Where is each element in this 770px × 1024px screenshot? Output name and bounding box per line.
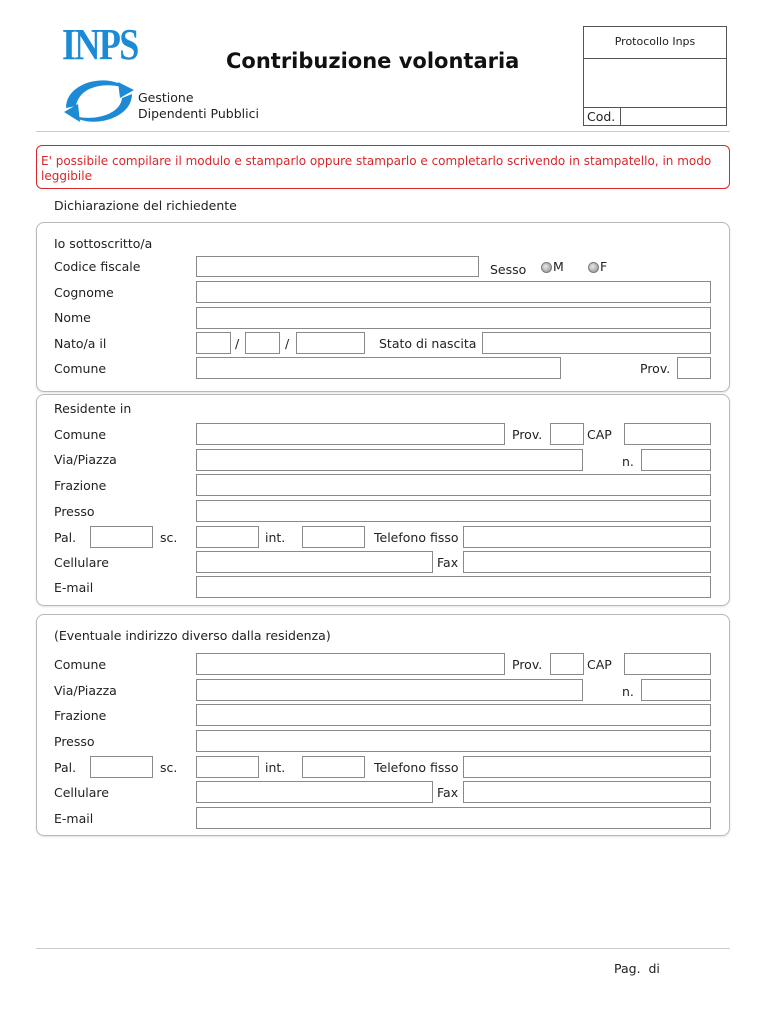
alt-heading: (Eventuale indirizzo diverso dalla residenza) [54,628,331,643]
alt-int-input[interactable] [302,756,365,778]
notice-box [36,145,730,189]
sex-m-radio[interactable] [541,262,552,273]
birth-month-input[interactable] [245,332,280,354]
nome-label: Nome [54,310,91,325]
alt-comune-label: Comune [54,657,107,672]
date-slash-2: / [285,336,290,351]
res-pal-input[interactable] [90,526,153,548]
logo-subtitle-1: Gestione [138,90,194,105]
notice-text: E' possibile compilare il modulo e stamparlo oppure stamparlo e completarlo scrivendo in stampatello, in modo leggibile [41,154,712,183]
alt-prov-label: Prov. [512,657,543,672]
res-frazione-input[interactable] [196,474,711,496]
alt-sc-input[interactable] [196,756,259,778]
alt-n-input[interactable] [641,679,711,701]
alt-email-label: E-mail [54,811,94,826]
alt-telefono-label: Telefono fisso [374,760,459,775]
res-comune-input[interactable] [196,423,505,445]
footer-divider [36,948,730,949]
sex-f-radio[interactable] [588,262,599,273]
alt-cellulare-input[interactable] [196,781,433,803]
inps-logo [58,20,138,128]
res-sc-input[interactable] [196,526,259,548]
alt-comune-input[interactable] [196,653,505,675]
res-n-label: n. [622,454,634,469]
alt-cap-input[interactable] [624,653,711,675]
alt-telefono-input[interactable] [463,756,711,778]
comune-nascita-input[interactable] [196,357,561,379]
alt-int-label: int. [265,760,286,775]
res-via-label: Via/Piazza [54,452,117,467]
nato-il-label: Nato/a il [54,336,107,351]
res-via-input[interactable] [196,449,583,471]
alt-via-label: Via/Piazza [54,683,117,698]
alt-email-input[interactable] [196,807,711,829]
alt-n-label: n. [622,684,634,699]
birth-year-input[interactable] [296,332,365,354]
stato-nascita-label: Stato di nascita [379,336,477,351]
res-presso-input[interactable] [196,500,711,522]
res-presso-label: Presso [54,504,95,519]
residence-heading: Residente in [54,401,132,416]
prov-nascita-label: Prov. [640,361,671,376]
res-int-input[interactable] [302,526,365,548]
res-frazione-label: Frazione [54,478,107,493]
alt-fax-label: Fax [437,785,459,800]
res-comune-label: Comune [54,427,107,442]
res-fax-label: Fax [437,555,459,570]
alt-pal-label: Pal. [54,760,77,775]
nome-input[interactable] [196,307,711,329]
page-title: Contribuzione volontaria [226,49,520,73]
res-prov-label: Prov. [512,427,543,442]
res-int-label: int. [265,530,286,545]
alt-frazione-label: Frazione [54,708,107,723]
logo-swirl-icon [58,68,138,128]
alt-cap-label: CAP [587,657,612,672]
codice-fiscale-input[interactable] [196,256,479,277]
res-telefono-label: Telefono fisso [374,530,459,545]
header-divider [36,131,730,132]
alt-sc-label: sc. [160,760,178,775]
res-pal-label: Pal. [54,530,77,545]
cognome-input[interactable] [196,281,711,303]
alt-presso-label: Presso [54,734,95,749]
res-sc-label: sc. [160,530,178,545]
prov-nascita-input[interactable] [677,357,711,379]
alt-prov-input[interactable] [550,653,584,675]
codice-fiscale-label: Codice fiscale [54,259,141,274]
res-cellulare-label: Cellulare [54,555,109,570]
stato-nascita-input[interactable] [482,332,711,354]
protocol-field[interactable] [584,58,726,108]
cognome-label: Cognome [54,285,114,300]
applicant-heading: Io sottoscritto/a [54,236,153,251]
res-fax-input[interactable] [463,551,711,573]
protocol-label: Protocollo Inps [614,35,696,48]
res-cap-label: CAP [587,427,612,442]
res-prov-input[interactable] [550,423,584,445]
date-slash-1: / [235,336,240,351]
res-n-input[interactable] [641,449,711,471]
page-number: Pag. di [614,961,660,976]
logo-subtitle-2: Dipendenti Pubblici [138,106,259,121]
res-cap-input[interactable] [624,423,711,445]
comune-nascita-label: Comune [54,361,107,376]
alt-pal-input[interactable] [90,756,153,778]
alt-cellulare-label: Cellulare [54,785,109,800]
alt-frazione-input[interactable] [196,704,711,726]
sesso-label: Sesso [490,262,527,277]
alt-fax-input[interactable] [463,781,711,803]
sex-m-label: M [553,259,564,274]
alt-presso-input[interactable] [196,730,711,752]
birth-day-input[interactable] [196,332,231,354]
protocol-box [583,26,727,126]
res-email-input[interactable] [196,576,711,598]
alt-via-input[interactable] [196,679,583,701]
res-telefono-input[interactable] [463,526,711,548]
logo-wordmark: INPS [62,20,138,69]
res-email-label: E-mail [54,580,94,595]
section-title: Dichiarazione del richiedente [54,198,237,213]
sex-f-label: F [600,259,608,274]
code-label: Cod. [584,107,621,126]
res-cellulare-input[interactable] [196,551,433,573]
